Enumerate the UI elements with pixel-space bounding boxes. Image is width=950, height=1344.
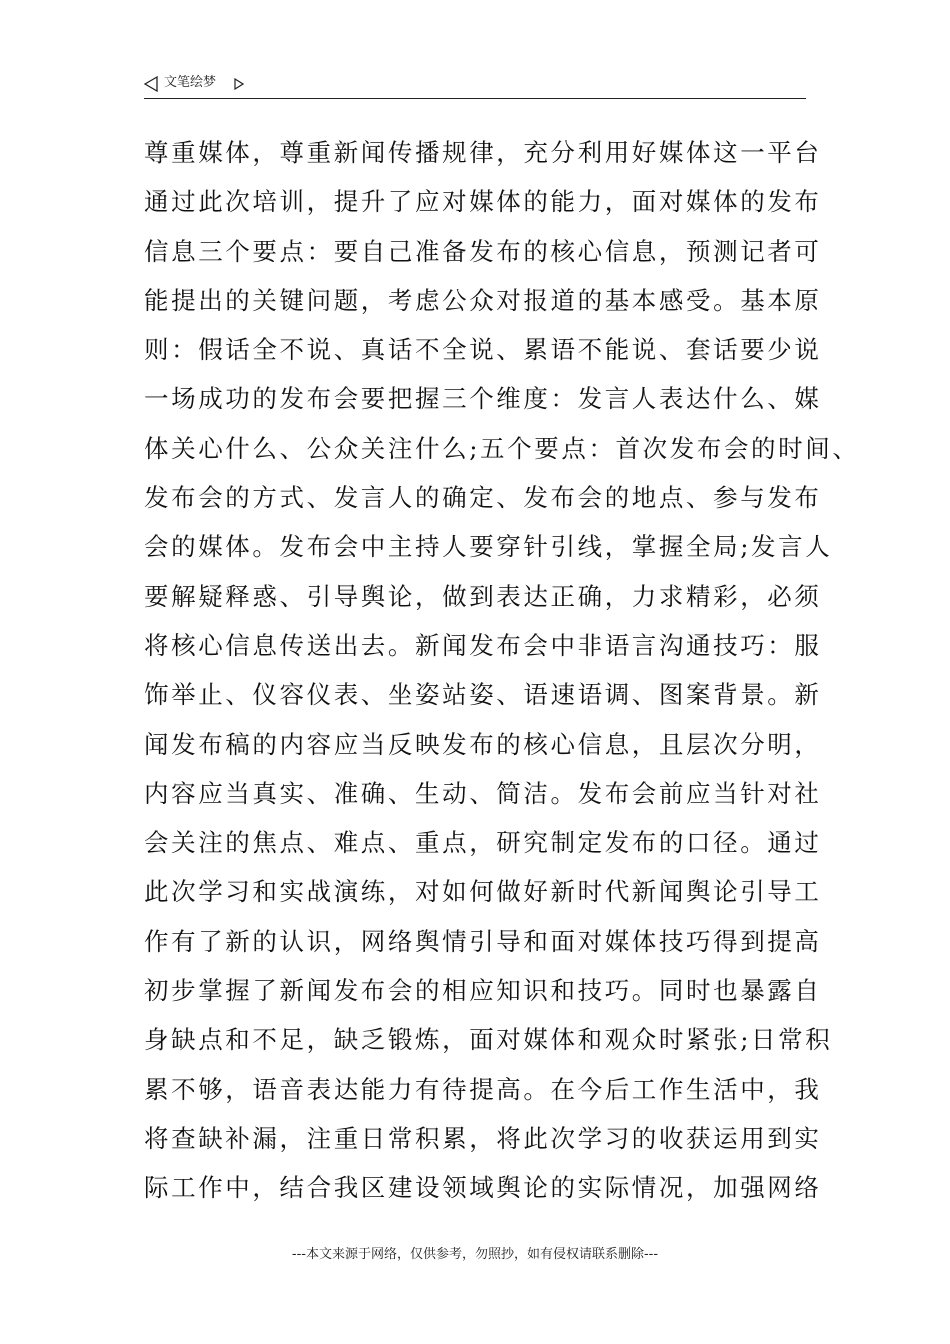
body-line: 则：假话全不说、真话不全说、累语不能说、套话要少说 <box>144 335 822 365</box>
body-line: 一场成功的发布会要把握三个维度：发言人表达什么、媒 <box>144 384 822 414</box>
footer-notice: ---本文来源于网络，仅供参考，勿照抄，如有侵权请联系删除--- <box>291 1247 659 1262</box>
body-line: 会的媒体。发布会中主持人要穿针引线，掌握全局;发言人 <box>144 532 833 562</box>
triangle-left-icon <box>144 76 158 92</box>
body-line: 会关注的焦点、难点、重点，研究制定发布的口径。通过 <box>144 828 822 858</box>
body-line: 通过此次培训，提升了应对媒体的能力，面对媒体的发布 <box>144 187 822 217</box>
body-line: 将查缺补漏，注重日常积累，将此次学习的收获运用到实 <box>144 1123 822 1153</box>
body-line: 身缺点和不足，缺乏锻炼，面对媒体和观众时紧张;日常积 <box>144 1025 833 1055</box>
body-line: 信息三个要点：要自己准备发布的核心信息，预测记者可 <box>144 236 822 266</box>
body-line: 尊重媒体，尊重新闻传播规律，充分利用好媒体这一平台 <box>144 138 822 167</box>
body-line: 闻发布稿的内容应当反映发布的核心信息，且层次分明， <box>144 729 822 759</box>
page-header <box>144 72 806 99</box>
body-line: 累不够，语音表达能力有待提高。在今后工作生活中，我 <box>144 1074 822 1104</box>
body-line: 发布会的方式、发言人的确定、发布会的地点、参与发布 <box>144 483 822 513</box>
triangle-right-icon <box>234 75 244 87</box>
body-line: 初步掌握了新闻发布会的相应知识和技巧。同时也暴露自 <box>144 976 822 1006</box>
body-line: 体关心什么、公众关注什么;五个要点：首次发布会的时间、 <box>144 433 860 463</box>
body-line: 将核心信息传送出去。新闻发布会中非语言沟通技巧：服 <box>144 630 822 660</box>
body-line: 此次学习和实战演练，对如何做好新时代新闻舆论引导工 <box>144 877 822 907</box>
header-title: 文笔绘梦 <box>164 75 217 90</box>
body-line: 饰举止、仪容仪表、坐姿站姿、语速语调、图案背景。新 <box>144 680 822 710</box>
body-line: 作有了新的认识，网络舆情引导和面对媒体技巧得到提高 <box>144 926 822 956</box>
document-body <box>144 128 860 1213</box>
body-line: 要解疑释惑、引导舆论，做到表达正确，力求精彩，必须 <box>144 581 822 611</box>
body-line: 能提出的关键问题，考虑公众对报道的基本感受。基本原 <box>144 285 822 315</box>
body-line: 际工作中，结合我区建设领域舆论的实际情况，加强网络 <box>144 1173 822 1203</box>
body-line: 内容应当真实、准确、生动、简洁。发布会前应当针对社 <box>144 778 822 808</box>
